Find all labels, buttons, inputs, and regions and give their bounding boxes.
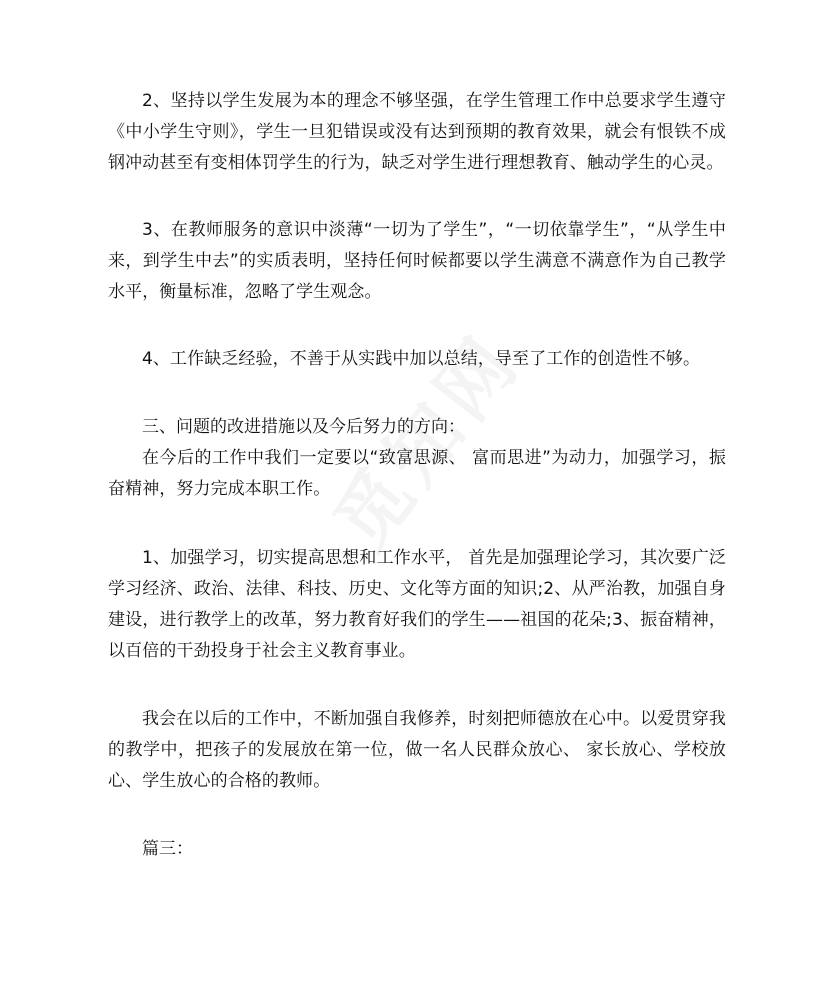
document-body [108,86,726,865]
section-heading-improvement: 三、问题的改进措施以及今后努力的方向： [142,417,465,437]
paragraph-future-work: 在今后的工作中我们一定要以“致富思源、 富而思进”为动力，加强学习，振奋精神，努力完成本职工作。 [108,448,726,499]
paragraph-point-3: 3、在教师服务的意识中淡薄“一切为了学生”，“一切依靠学生”，“从学生中来，到学生中去”的实质表明，坚持任何时候都要以学生满意不满意作为自己教学水平，衡量标准，忽略了学生观念。 [108,220,726,302]
paragraph-improvement-steps: 1、加强学习，切实提高思想和工作水平， 首先是加强理论学习，其次要广泛学习经济、政治、法律、科技、历史、文化等方面的知识;2、从严治教，加强自身建设，进行教学上的改革，努力教育好我们的学生——祖国的花朵;3、振奋精神，以百倍的干劲投身于社会主义教育事业。 [108,548,726,661]
paragraph-point-4: 4、工作缺乏经验，不善于从实践中加以总结，导至了工作的创造性不够。 [142,349,701,369]
section-label-part-three: 篇三： [142,839,193,859]
paragraph-point-2: 2、坚持以学生发展为本的理念不够坚强，在学生管理工作中总要求学生遵守《中小学生守则》，学生一旦犯错误或没有达到预期的教育效果，就会有恨铁不成钢冲动甚至有变相体罚学生的行为，缺乏对学生进行理想教育、触动学生的心灵。 [108,91,726,173]
paragraph-commitment: 我会在以后的工作中，不断加强自我修养，时刻把师德放在心中。以爱贯穿我的教学中，把孩子的发展放在第一位，做一名人民群众放心、 家长放心、学校放心、学生放心的合格的教师。 [108,709,726,791]
